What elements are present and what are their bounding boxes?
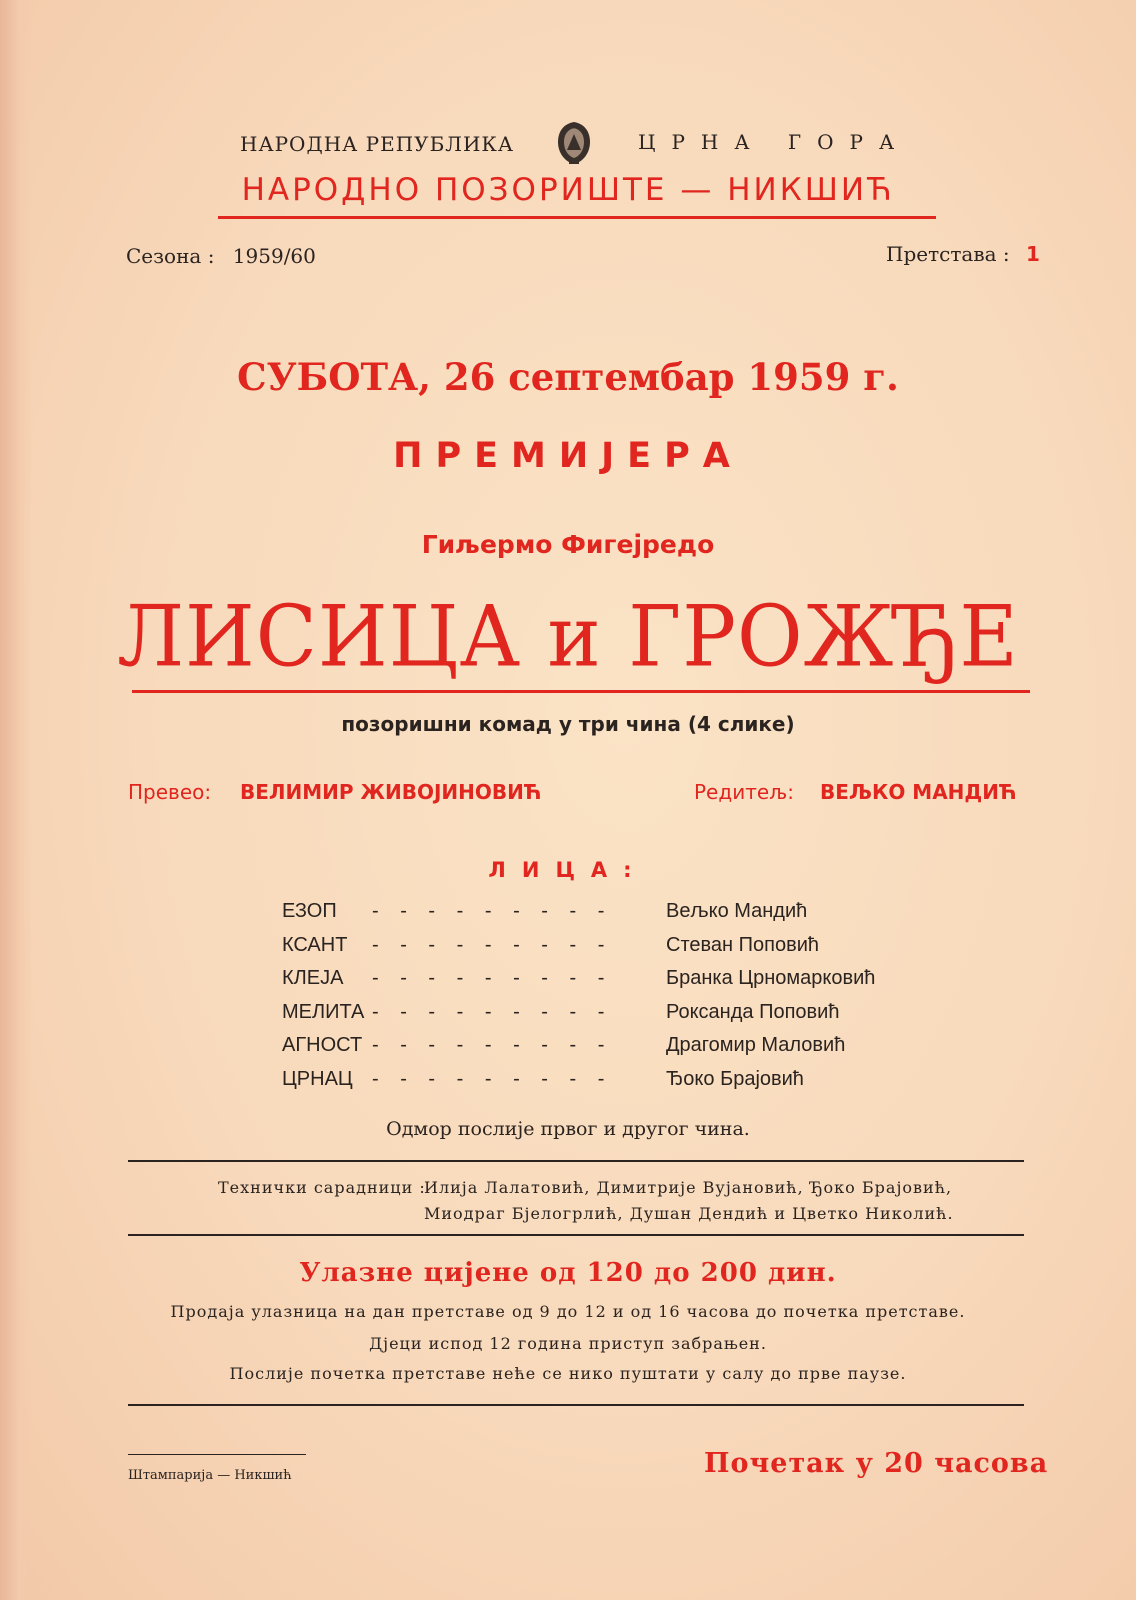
- translator-label: Превео:: [128, 780, 212, 804]
- cast-leader: - - - - - - - - -: [372, 1067, 613, 1090]
- printer-divider: [128, 1454, 306, 1455]
- play-title: ЛИСИЦА и ГРОЖЂЕ: [117, 587, 1019, 686]
- play-subtitle: позоришни комад у три чина (4 слике): [341, 712, 795, 736]
- cast-actor: Вељко Мандић: [666, 900, 808, 922]
- cast-row: [282, 934, 922, 968]
- divider-tickets-bottom: [128, 1404, 1024, 1406]
- technical-label: Технички сарадници :: [218, 1178, 426, 1197]
- cast-role: КЛЕЈА: [282, 967, 344, 990]
- cast-leader: - - - - - - - - -: [372, 900, 613, 922]
- cast-leader: - - - - - - - - -: [372, 933, 613, 956]
- premiere-heading: ПРЕМИЈЕРА: [393, 436, 743, 476]
- ticket-sale-hours: Продаја улазница на дан претставе од 9 до 12 и од 16 часова до почетка претставе.: [170, 1302, 966, 1321]
- divider-technical-top: [128, 1160, 1024, 1162]
- paper-edge: [0, 0, 32, 1600]
- region-label: ЦРНА ГОРА: [638, 130, 911, 154]
- season-line: [126, 244, 316, 268]
- republic-label: НАРОДНА РЕПУБЛИКА: [240, 132, 515, 156]
- cast-row: [282, 1068, 922, 1102]
- season-label: Сезона :: [126, 244, 215, 268]
- cast-actor: Роксанда Поповић: [666, 1000, 840, 1023]
- cast-row: [282, 1001, 922, 1035]
- technical-staff-line-2: Миодраг Бјелогрлић, Душан Дендић и Цветко Николић.: [424, 1204, 954, 1223]
- technical-staff-line-1: Илија Лалатовић, Димитрије Вујановић, Ђоко Брајовић,: [424, 1178, 953, 1197]
- director-name: ВЕЉКО МАНДИЋ: [820, 780, 1017, 804]
- cast-role: АГНОСТ: [282, 1034, 363, 1057]
- cast-row: [282, 1034, 922, 1068]
- children-notice: Дјеци испод 12 година приступ забрањен.: [369, 1334, 767, 1353]
- cast-role: КСАНТ: [282, 933, 348, 956]
- season-value: 1959/60: [232, 244, 316, 268]
- cast-list: [282, 900, 922, 1102]
- cast-row: [282, 967, 922, 1001]
- cast-role: ЦРНАЦ: [282, 1067, 353, 1090]
- header-divider: [218, 216, 936, 219]
- play-author: Гиљермо Фигејредо: [421, 530, 715, 559]
- cast-role: ЕЗОП: [282, 900, 337, 922]
- cast-actor: Бранка Црномарковић: [666, 967, 876, 990]
- coat-of-arms-icon: [555, 120, 593, 166]
- cast-actor: Ђоко Брајовић: [666, 1067, 804, 1090]
- show-line: [886, 242, 1040, 266]
- translator-name: ВЕЛИМИР ЖИВОЈИНОВИЋ: [240, 780, 542, 804]
- intermission-note: Одмор послије првог и другог чина.: [386, 1118, 750, 1140]
- show-number: 1: [1025, 242, 1040, 266]
- cast-actor: Стеван Поповић: [666, 933, 819, 956]
- event-date: СУБОТА, 26 септембар 1959 г.: [237, 355, 899, 399]
- title-divider: [132, 690, 1030, 693]
- cast-leader: - - - - - - - - -: [372, 1000, 613, 1023]
- cast-leader: - - - - - - - - -: [372, 967, 613, 990]
- theatre-name: НАРОДНО ПОЗОРИШТЕ — НИКШИЋ: [241, 172, 895, 208]
- director-label: Редитељ:: [694, 780, 794, 804]
- cast-row: [282, 900, 922, 934]
- cast-leader: - - - - - - - - -: [372, 1034, 613, 1057]
- start-time: Почетак у 20 часова: [704, 1448, 1049, 1479]
- cast-role: МЕЛИТА: [282, 1000, 365, 1023]
- show-label: Претстава :: [886, 242, 1010, 266]
- cast-heading: ЛИЦА:: [488, 858, 648, 882]
- cast-actor: Драгомир Маловић: [666, 1034, 846, 1057]
- ticket-prices: Улазне цијене од 120 до 200 дин.: [299, 1258, 837, 1288]
- printer-credit: Штампарија — Никшић: [128, 1468, 292, 1483]
- divider-technical-bottom: [128, 1234, 1024, 1236]
- late-entry-notice: Послије почетка претставе неће се нико пуштати у салу до прве паузе.: [229, 1364, 907, 1383]
